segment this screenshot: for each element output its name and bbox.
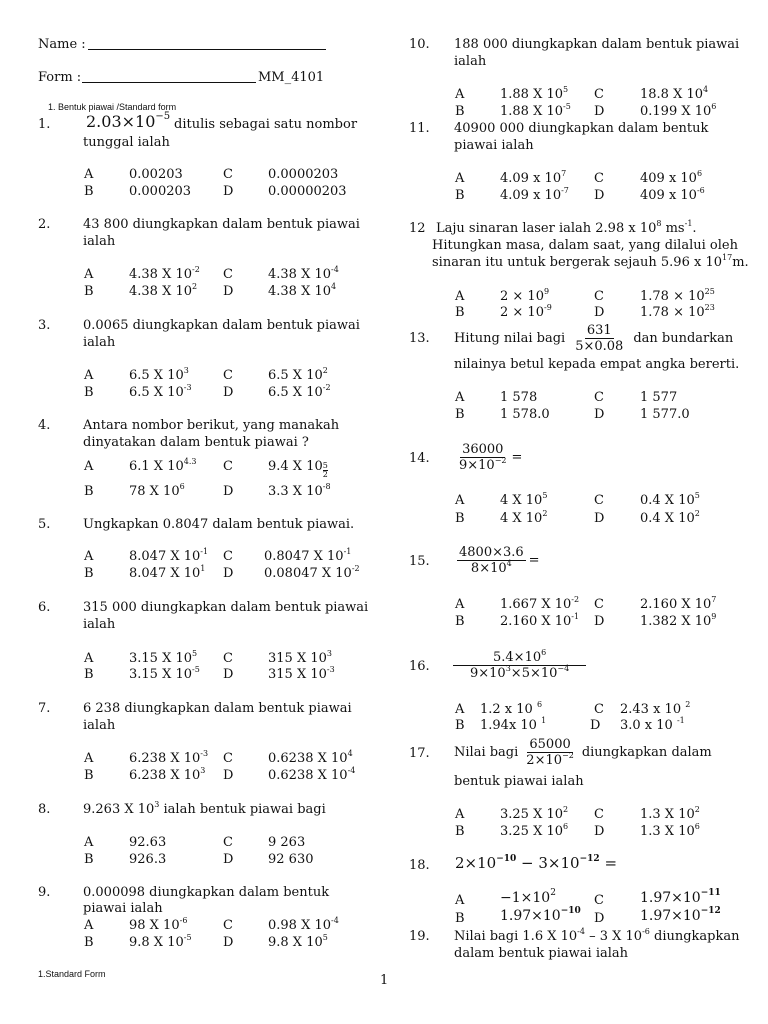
option-letter: C bbox=[594, 702, 604, 717]
option-a[interactable]: 0.00203 bbox=[129, 167, 183, 182]
option-letter: B bbox=[84, 667, 94, 682]
question-text: 43 800 diungkapkan dalam bentuk piawai bbox=[83, 217, 360, 232]
option-b[interactable]: 1.94x 10 $^1$ bbox=[480, 716, 547, 733]
question-number: 17. bbox=[409, 746, 430, 761]
option-letter: B bbox=[455, 614, 465, 629]
section-title: 1. Bentuk piawai /Standard form bbox=[48, 102, 177, 112]
option-letter: D bbox=[223, 184, 234, 199]
option-letter: C bbox=[223, 267, 233, 282]
option-c[interactable]: 0.4 X $10^5$ bbox=[640, 491, 700, 508]
question-number: 2. bbox=[38, 217, 51, 232]
option-d[interactable]: 4.38 X $10^4$ bbox=[268, 282, 337, 299]
option-letter: D bbox=[594, 911, 605, 926]
question-text: 0.000098 diungkapkan dalam bentuk bbox=[83, 885, 330, 900]
option-letter: A bbox=[455, 493, 465, 508]
option-b[interactable]: 4 X $10^2$ bbox=[500, 509, 548, 526]
option-c[interactable]: $1.97\times 10^{-11}$ bbox=[640, 888, 721, 906]
option-letter: B bbox=[455, 718, 465, 733]
option-d[interactable]: 0.199 X $10^6$ bbox=[640, 102, 717, 119]
option-d[interactable]: 0.4 X $10^2$ bbox=[640, 509, 700, 526]
name-label: Name : bbox=[38, 37, 86, 52]
option-c[interactable]: 4.38 X $10^{-4}$ bbox=[268, 265, 339, 282]
option-d[interactable]: 92 630 bbox=[268, 852, 314, 867]
question-text: Ungkapkan 0.8047 dalam bentuk piawai. bbox=[83, 517, 355, 532]
option-a[interactable]: 92.63 bbox=[129, 835, 167, 850]
option-letter: A bbox=[84, 459, 94, 474]
question-text: ialah bbox=[83, 335, 116, 350]
option-a[interactable]: 6.238 X $10^{-3}$ bbox=[129, 749, 209, 766]
option-letter: C bbox=[594, 87, 604, 102]
option-d[interactable]: 6.5 X $10^{-2}$ bbox=[268, 383, 331, 400]
option-b[interactable]: 8.047 X $10^1$ bbox=[129, 564, 206, 581]
option-letter: A bbox=[455, 807, 465, 822]
math-expression: $\frac{36000}{9\times 10^{-2}}$ = bbox=[459, 441, 523, 473]
option-letter: B bbox=[84, 768, 94, 783]
question-number: 15. bbox=[409, 554, 430, 569]
option-c[interactable]: 18.8 X $10^4$ bbox=[640, 85, 709, 102]
question-text: ialah bbox=[83, 234, 116, 249]
option-letter: A bbox=[455, 390, 465, 405]
option-letter: A bbox=[455, 893, 465, 908]
option-letter: D bbox=[594, 614, 605, 629]
option-a[interactable]: 4 X $10^5$ bbox=[500, 491, 548, 508]
option-d[interactable]: 315 X $10^{-3}$ bbox=[268, 665, 335, 682]
question-text: piawai ialah bbox=[83, 901, 163, 916]
option-letter: D bbox=[594, 104, 605, 119]
option-letter: C bbox=[223, 459, 233, 474]
option-letter: D bbox=[594, 188, 605, 203]
question-text: 9.263 X $10^3$ ialah bentuk piawai bagi bbox=[83, 800, 326, 817]
name-field[interactable] bbox=[88, 49, 326, 50]
option-d[interactable]: $1.78 \times 10^{23}$ bbox=[640, 303, 715, 320]
option-c[interactable]: $1.78 \times 10^{25}$ bbox=[640, 287, 715, 304]
option-a[interactable]: 1.667 X $10^{-2}$ bbox=[500, 595, 580, 612]
option-letter: C bbox=[594, 597, 604, 612]
option-letter: D bbox=[223, 935, 234, 950]
question-text: ditulis sebagai satu nombor bbox=[174, 117, 358, 132]
option-d[interactable]: $1.97\times 10^{-12}$ bbox=[640, 906, 721, 924]
question-text: dinyatakan dalam bentuk piawai ? bbox=[83, 435, 309, 450]
option-letter: D bbox=[223, 852, 234, 867]
option-b[interactable]: 9.8 X $10^{-5}$ bbox=[129, 933, 192, 950]
option-d[interactable]: 0.08047 X $10^{-2}$ bbox=[264, 564, 360, 581]
question-number: 16. bbox=[409, 659, 430, 674]
option-letter: D bbox=[594, 305, 605, 320]
option-c[interactable]: 6.5 X $10^2$ bbox=[268, 366, 328, 383]
fraction: $\frac{4800\times 3.6}{8\times 10^4}$ bbox=[459, 544, 524, 576]
option-c[interactable]: 0.0000203 bbox=[268, 167, 339, 182]
option-letter: D bbox=[223, 484, 234, 499]
question-text: Antara nombor berikut, yang manakah bbox=[83, 418, 340, 433]
option-a[interactable]: 3.15 X $10^5$ bbox=[129, 649, 198, 666]
option-letter: A bbox=[455, 597, 465, 612]
option-letter: C bbox=[223, 167, 233, 182]
option-b[interactable]: $1.97\times 10^{-10}$ bbox=[500, 906, 581, 924]
option-letter: B bbox=[455, 104, 465, 119]
option-c[interactable]: 0.98 X $10^{-4}$ bbox=[268, 916, 339, 933]
option-letter: A bbox=[84, 751, 94, 766]
question-number: 8. bbox=[38, 802, 51, 817]
question-text: ialah bbox=[83, 718, 116, 733]
question-text: piawai ialah bbox=[454, 138, 534, 153]
option-letter: D bbox=[223, 667, 234, 682]
option-a[interactable]: 4.38 X $10^{-2}$ bbox=[129, 265, 200, 282]
option-d[interactable]: 0.00000203 bbox=[268, 184, 347, 199]
option-letter: D bbox=[223, 566, 234, 581]
footer-label: 1.Standard Form bbox=[38, 969, 106, 979]
option-b[interactable]: 0.000203 bbox=[129, 184, 192, 199]
question-text: dalam bentuk piawai ialah bbox=[454, 946, 629, 961]
math-expression: $\frac{4800\times 3.6}{8\times 10^4}$ = bbox=[459, 544, 540, 576]
option-b[interactable]: 4.38 X $10^2$ bbox=[129, 282, 198, 299]
option-letter: B bbox=[455, 305, 465, 320]
option-a[interactable]: 6.5 X $10^3$ bbox=[129, 366, 189, 383]
option-a[interactable]: 1.88 X $10^5$ bbox=[500, 85, 569, 102]
question-text: sinaran itu untuk bergerak sejauh 5.96 x $10^{17}m$. bbox=[432, 253, 749, 270]
option-a[interactable]: 8.047 X $10^{-1}$ bbox=[129, 547, 209, 564]
option-d[interactable]: 1 577.0 bbox=[640, 407, 690, 422]
option-c[interactable]: 0.6238 X $10^4$ bbox=[268, 749, 353, 766]
question-text: ialah bbox=[454, 54, 487, 69]
option-b[interactable]: 6.238 X $10^3$ bbox=[129, 766, 206, 783]
form-label: Form : bbox=[38, 70, 82, 85]
math-expression: $2\times 10^{-10} - 3\times 10^{-12}$ = bbox=[455, 854, 618, 872]
option-letter: A bbox=[84, 835, 94, 850]
option-letter: B bbox=[84, 385, 94, 400]
question-text: bentuk piawai ialah bbox=[454, 774, 584, 789]
option-letter: C bbox=[223, 751, 233, 766]
option-letter: B bbox=[455, 911, 465, 926]
option-c[interactable]: 2.160 X $10^7$ bbox=[640, 595, 717, 612]
option-letter: B bbox=[455, 407, 465, 422]
question-text: 315 000 diungkapkan dalam bentuk piawai bbox=[83, 600, 369, 615]
option-d[interactable]: 409 x $10^{-6}$ bbox=[640, 186, 705, 203]
option-letter: B bbox=[84, 484, 94, 499]
option-a[interactable]: $2 \times 10^9$ bbox=[500, 287, 550, 304]
option-b[interactable]: 1.88 X $10^{-5}$ bbox=[500, 102, 571, 119]
option-d[interactable]: 0.6238 X $10^{-4}$ bbox=[268, 766, 356, 783]
form-field[interactable] bbox=[82, 82, 256, 83]
option-c[interactable]: 9.4 X 10 $\frac{5}{2}$ bbox=[268, 459, 328, 479]
option-d[interactable]: 9.8 X $10^5$ bbox=[268, 933, 328, 950]
question-text: 6 238 diungkapkan dalam bentuk piawai bbox=[83, 701, 352, 716]
question-number: 19. bbox=[409, 929, 430, 944]
option-letter: D bbox=[594, 511, 605, 526]
option-c[interactable]: 315 X $10^3$ bbox=[268, 649, 332, 666]
option-letter: D bbox=[594, 824, 605, 839]
option-d[interactable]: 1.3 X $10^6$ bbox=[640, 822, 700, 839]
form-code: MM_4101 bbox=[258, 70, 325, 85]
question-number: 11. bbox=[409, 121, 430, 136]
question-number: 14. bbox=[409, 451, 430, 466]
option-c[interactable]: 1.3 X $10^2$ bbox=[640, 805, 700, 822]
option-letter: D bbox=[223, 284, 234, 299]
option-letter: D bbox=[590, 718, 601, 733]
option-letter: A bbox=[84, 918, 94, 933]
option-b[interactable]: 6.5 X $10^{-3}$ bbox=[129, 383, 192, 400]
option-b[interactable]: 4.09 x $10^{-7}$ bbox=[500, 186, 569, 203]
option-b[interactable]: 78 X $10^6$ bbox=[129, 482, 185, 499]
question-text: Laju sinaran laser ialah 2.98 x $10^8$ $ms^{-1}$. bbox=[436, 219, 697, 236]
question-number: 9. bbox=[38, 885, 51, 900]
option-letter: D bbox=[223, 768, 234, 783]
math-expression: $2.03\times 10^{-5}$ bbox=[86, 111, 171, 131]
option-letter: B bbox=[455, 188, 465, 203]
question-text: 188 000 diungkapkan dalam bentuk piawai bbox=[454, 37, 740, 52]
option-letter: C bbox=[594, 807, 604, 822]
option-letter: A bbox=[84, 651, 94, 666]
option-letter: B bbox=[455, 511, 465, 526]
option-letter: B bbox=[84, 184, 94, 199]
option-letter: C bbox=[223, 549, 233, 564]
option-a[interactable]: $-1\times 10^2$ bbox=[500, 888, 556, 906]
option-letter: B bbox=[84, 284, 94, 299]
question-number: 10. bbox=[409, 37, 430, 52]
option-b[interactable]: 1 578.0 bbox=[500, 407, 550, 422]
option-a[interactable]: 1 578 bbox=[500, 390, 538, 405]
option-letter: B bbox=[84, 566, 94, 581]
option-letter: A bbox=[84, 549, 94, 564]
option-letter: C bbox=[594, 289, 604, 304]
option-a[interactable]: 6.1 X $10^{4.3}$ bbox=[129, 457, 197, 474]
question-text: 40900 000 diungkapkan dalam bentuk bbox=[454, 121, 709, 136]
option-letter: C bbox=[594, 390, 604, 405]
question-text: ialah bbox=[83, 617, 116, 632]
question-number: 13. bbox=[409, 331, 430, 346]
fraction: $\frac{36000}{9\times 10^{-2}}$ bbox=[459, 441, 507, 473]
option-a[interactable]: 3.25 X $10^2$ bbox=[500, 805, 569, 822]
option-a[interactable]: 98 X $10^{-6}$ bbox=[129, 916, 188, 933]
option-letter: C bbox=[594, 171, 604, 186]
fraction: $\frac{631}{5\times 0.08}$ bbox=[575, 322, 624, 354]
option-b[interactable]: 2.160 X $10^{-1}$ bbox=[500, 612, 580, 629]
option-c[interactable]: 9 263 bbox=[268, 835, 306, 850]
fraction: $\frac{5.4\times 10^6}{9\times 10^3\times 5\times 10^{-4}}$ bbox=[453, 650, 586, 681]
option-letter: C bbox=[594, 893, 604, 908]
question-text: 0.0065 diungkapkan dalam bentuk piawai bbox=[83, 318, 360, 333]
option-letter: C bbox=[223, 835, 233, 850]
option-letter: C bbox=[223, 651, 233, 666]
question-number: 12 bbox=[409, 221, 426, 236]
question-text: Nilai bagi $\frac{65000}{2\times 10^{-2}}$ diungkapkan dalam bbox=[454, 736, 712, 768]
question-number: 7. bbox=[38, 701, 51, 716]
question-number: 1. bbox=[38, 117, 51, 132]
option-letter: A bbox=[84, 368, 94, 383]
question-text: Hitungkan masa, dalam saat, yang dilalui oleh bbox=[432, 238, 738, 253]
option-letter: C bbox=[223, 368, 233, 383]
question-number: 4. bbox=[38, 418, 51, 433]
option-c[interactable]: 1 577 bbox=[640, 390, 678, 405]
option-letter: A bbox=[455, 289, 465, 304]
option-letter: A bbox=[84, 167, 94, 182]
option-d[interactable]: 3.3 X $10^{-8}$ bbox=[268, 482, 331, 499]
option-letter: A bbox=[455, 702, 465, 717]
math-expression bbox=[450, 647, 589, 683]
option-b[interactable]: 926.3 bbox=[129, 852, 167, 867]
option-c[interactable]: 2.43 x 10 $^2$ bbox=[620, 700, 691, 717]
option-letter: B bbox=[84, 852, 94, 867]
option-c[interactable]: 0.8047 X $10^{-1}$ bbox=[264, 547, 352, 564]
option-letter: D bbox=[223, 385, 234, 400]
option-letter: C bbox=[223, 918, 233, 933]
option-letter: B bbox=[455, 824, 465, 839]
question-number: 3. bbox=[38, 318, 51, 333]
page-number: 1 bbox=[380, 973, 389, 988]
option-d[interactable]: 3.0 x 10 $^{-1}$ bbox=[620, 716, 685, 733]
option-a[interactable]: 4.09 x $10^7$ bbox=[500, 169, 567, 186]
question-text: tunggal ialah bbox=[83, 135, 170, 150]
option-b[interactable]: 3.15 X $10^{-5}$ bbox=[129, 665, 200, 682]
option-a[interactable]: 1.2 x 10 $^6$ bbox=[480, 700, 543, 717]
option-letter: C bbox=[594, 493, 604, 508]
question-number: 18. bbox=[409, 858, 430, 873]
question-text: Hitung nilai bagi $\frac{631}{5\times 0.08}$ dan bundarkan bbox=[454, 322, 734, 354]
option-letter: B bbox=[84, 935, 94, 950]
option-letter: D bbox=[594, 407, 605, 422]
fraction: $\frac{65000}{2\times 10^{-2}}$ bbox=[526, 736, 574, 768]
option-d[interactable]: 1.382 X $10^9$ bbox=[640, 612, 717, 629]
question-text: nilainya betul kepada empat angka bererti. bbox=[454, 357, 740, 372]
option-letter: A bbox=[455, 171, 465, 186]
option-letter: A bbox=[455, 87, 465, 102]
question-text: Nilai bagi 1.6 X $10^{-4} - 3$ X $10^{-6}$ diungkapkan bbox=[454, 927, 740, 944]
option-letter: A bbox=[84, 267, 94, 282]
option-b[interactable]: $2 \times 10^{-9}$ bbox=[500, 303, 552, 320]
question-number: 6. bbox=[38, 600, 51, 615]
option-b[interactable]: 3.25 X $10^6$ bbox=[500, 822, 569, 839]
option-c[interactable]: 409 x $10^6$ bbox=[640, 169, 703, 186]
question-number: 5. bbox=[38, 517, 51, 532]
